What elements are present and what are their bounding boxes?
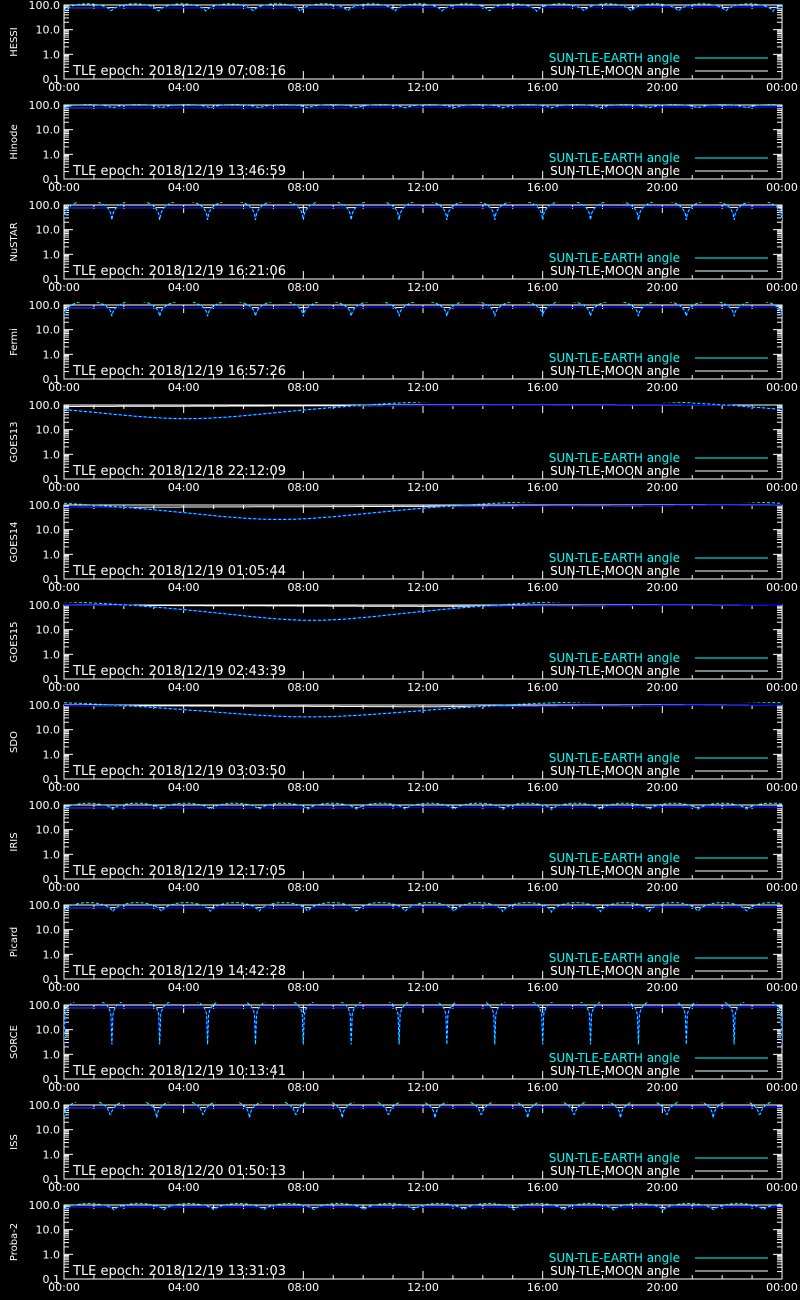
y-tick-label: 10.0 bbox=[35, 423, 60, 437]
tle-epoch-text: TLE epoch: 2018/12/20 01:50:13 bbox=[73, 1164, 287, 1179]
y-tick-label: 1.0 bbox=[42, 1148, 60, 1162]
y-tick-label: 10.0 bbox=[35, 323, 60, 337]
x-tick-label: 16:00 bbox=[526, 481, 559, 494]
y-tick-label: 0.1 bbox=[42, 773, 60, 786]
x-tick-label: 00:00 bbox=[766, 1081, 798, 1094]
x-tick-label: 00:00 bbox=[766, 681, 798, 694]
y-tick-label: 10.0 bbox=[35, 223, 60, 237]
tle-epoch-text: TLE epoch: 2018/12/19 13:31:03 bbox=[73, 1264, 287, 1279]
x-tick-label: 16:00 bbox=[526, 381, 559, 394]
x-tick-label: 00:00 bbox=[766, 381, 798, 394]
y-tick-label: 1.0 bbox=[42, 548, 60, 562]
legend-earth-label: SUN-TLE-EARTH angle bbox=[548, 151, 680, 165]
y-tick-label: 100.0 bbox=[28, 699, 60, 712]
x-tick-label: 08:00 bbox=[287, 381, 320, 394]
panel-label: HESSI bbox=[9, 27, 20, 57]
tle-epoch-text: TLE epoch: 2018/12/19 13:46:59 bbox=[73, 164, 287, 179]
panel-goes14 bbox=[9, 499, 798, 594]
x-tick-label: 00:00 bbox=[48, 781, 80, 794]
y-tick-label: 10.0 bbox=[35, 1223, 60, 1237]
legend-moon-label: SUN-TLE-MOON angle bbox=[550, 1064, 680, 1078]
x-tick-label: 16:00 bbox=[526, 1281, 559, 1294]
x-tick-label: 20:00 bbox=[646, 881, 679, 894]
panel-label: GOES15 bbox=[9, 621, 20, 663]
y-tick-label: 0.1 bbox=[42, 73, 60, 86]
legend-earth-label: SUN-TLE-EARTH angle bbox=[548, 851, 680, 865]
y-tick-label: 100.0 bbox=[28, 499, 60, 512]
x-tick-label: 00:00 bbox=[766, 781, 798, 794]
x-tick-label: 12:00 bbox=[407, 881, 439, 894]
y-tick-label: 0.1 bbox=[42, 273, 60, 286]
x-tick-label: 04:00 bbox=[167, 581, 200, 594]
y-tick-label: 100.0 bbox=[28, 399, 60, 412]
x-tick-label: 00:00 bbox=[48, 681, 80, 694]
tle-epoch-text: TLE epoch: 2018/12/19 02:43:39 bbox=[73, 664, 287, 679]
y-tick-label: 100.0 bbox=[28, 899, 60, 912]
x-tick-label: 20:00 bbox=[646, 381, 679, 394]
x-tick-label: 00:00 bbox=[48, 1081, 80, 1094]
y-tick-label: 100.0 bbox=[28, 1099, 60, 1112]
x-tick-label: 20:00 bbox=[646, 781, 679, 794]
legend-earth-label: SUN-TLE-EARTH angle bbox=[548, 651, 680, 665]
x-tick-label: 04:00 bbox=[167, 881, 200, 894]
x-tick-label: 20:00 bbox=[646, 681, 679, 694]
y-tick-label: 1.0 bbox=[42, 648, 60, 662]
legend-earth-label: SUN-TLE-EARTH angle bbox=[548, 751, 680, 765]
x-tick-label: 20:00 bbox=[646, 981, 679, 994]
panel-label: Picard bbox=[9, 926, 20, 958]
x-tick-label: 00:00 bbox=[48, 81, 80, 94]
panel-label: Fermi bbox=[9, 328, 20, 356]
y-tick-label: 1.0 bbox=[42, 748, 60, 762]
y-tick-label: 10.0 bbox=[35, 723, 60, 737]
x-tick-label: 00:00 bbox=[766, 1181, 798, 1194]
panel-hinode bbox=[9, 99, 798, 194]
x-tick-label: 16:00 bbox=[526, 681, 559, 694]
y-tick-label: 0.1 bbox=[42, 673, 60, 686]
legend-earth-label: SUN-TLE-EARTH angle bbox=[548, 351, 680, 365]
x-tick-label: 12:00 bbox=[407, 681, 439, 694]
x-tick-label: 00:00 bbox=[766, 181, 798, 194]
panel-iss bbox=[9, 1099, 798, 1194]
panel-label: Proba-2 bbox=[9, 1222, 20, 1262]
x-tick-label: 16:00 bbox=[526, 1081, 559, 1094]
x-tick-label: 00:00 bbox=[48, 381, 80, 394]
x-tick-label: 16:00 bbox=[526, 981, 559, 994]
x-tick-label: 20:00 bbox=[646, 281, 679, 294]
x-tick-label: 16:00 bbox=[526, 881, 559, 894]
panel-hessi bbox=[9, 0, 798, 94]
legend-moon-label: SUN-TLE-MOON angle bbox=[550, 1264, 680, 1278]
x-tick-label: 12:00 bbox=[407, 81, 439, 94]
x-tick-label: 04:00 bbox=[167, 1281, 200, 1294]
panel-goes13 bbox=[9, 399, 798, 494]
x-tick-label: 12:00 bbox=[407, 281, 439, 294]
x-tick-label: 16:00 bbox=[526, 281, 559, 294]
legend-moon-label: SUN-TLE-MOON angle bbox=[550, 264, 680, 278]
x-tick-label: 16:00 bbox=[526, 81, 559, 94]
y-tick-label: 100.0 bbox=[28, 1199, 60, 1212]
tle-epoch-text: TLE epoch: 2018/12/19 07:08:16 bbox=[73, 64, 287, 79]
y-tick-label: 0.1 bbox=[42, 973, 60, 986]
x-tick-label: 04:00 bbox=[167, 81, 200, 94]
y-tick-label: 0.1 bbox=[42, 173, 60, 186]
x-tick-label: 20:00 bbox=[646, 181, 679, 194]
x-tick-label: 08:00 bbox=[287, 681, 320, 694]
legend-moon-label: SUN-TLE-MOON angle bbox=[550, 1164, 680, 1178]
x-tick-label: 04:00 bbox=[167, 981, 200, 994]
tle-epoch-text: TLE epoch: 2018/12/19 12:17:05 bbox=[73, 864, 287, 879]
y-tick-label: 1.0 bbox=[42, 48, 60, 62]
legend-moon-label: SUN-TLE-MOON angle bbox=[550, 664, 680, 678]
tle-epoch-text: TLE epoch: 2018/12/19 10:13:41 bbox=[73, 1064, 287, 1079]
x-tick-label: 00:00 bbox=[48, 1181, 80, 1194]
panel-label: NuSTAR bbox=[9, 222, 20, 262]
panel-proba-2 bbox=[9, 1199, 798, 1294]
y-tick-label: 10.0 bbox=[35, 823, 60, 837]
x-tick-label: 00:00 bbox=[48, 281, 80, 294]
legend-moon-label: SUN-TLE-MOON angle bbox=[550, 564, 680, 578]
x-tick-label: 04:00 bbox=[167, 1081, 200, 1094]
legend-moon-label: SUN-TLE-MOON angle bbox=[550, 364, 680, 378]
legend-earth-label: SUN-TLE-EARTH angle bbox=[548, 1151, 680, 1165]
x-tick-label: 04:00 bbox=[167, 1181, 200, 1194]
panel-goes15 bbox=[9, 599, 798, 694]
tle-epoch-text: TLE epoch: 2018/12/18 22:12:09 bbox=[73, 464, 287, 479]
y-tick-label: 10.0 bbox=[35, 623, 60, 637]
y-tick-label: 1.0 bbox=[42, 348, 60, 362]
x-tick-label: 04:00 bbox=[167, 681, 200, 694]
x-tick-label: 00:00 bbox=[766, 981, 798, 994]
tle-epoch-text: TLE epoch: 2018/12/19 14:42:28 bbox=[73, 964, 287, 979]
x-tick-label: 12:00 bbox=[407, 181, 439, 194]
y-tick-label: 100.0 bbox=[28, 599, 60, 612]
legend-moon-label: SUN-TLE-MOON angle bbox=[550, 164, 680, 178]
x-tick-label: 00:00 bbox=[48, 881, 80, 894]
y-tick-label: 1.0 bbox=[42, 248, 60, 262]
legend-moon-label: SUN-TLE-MOON angle bbox=[550, 864, 680, 878]
panel-label: GOES13 bbox=[9, 421, 20, 463]
y-tick-label: 10.0 bbox=[35, 923, 60, 937]
x-tick-label: 12:00 bbox=[407, 481, 439, 494]
legend-earth-label: SUN-TLE-EARTH angle bbox=[548, 551, 680, 565]
panel-sdo bbox=[9, 699, 798, 794]
x-tick-label: 04:00 bbox=[167, 381, 200, 394]
x-tick-label: 20:00 bbox=[646, 481, 679, 494]
legend-moon-label: SUN-TLE-MOON angle bbox=[550, 464, 680, 478]
x-tick-label: 04:00 bbox=[167, 281, 200, 294]
y-tick-label: 100.0 bbox=[28, 999, 60, 1012]
x-tick-label: 00:00 bbox=[48, 481, 80, 494]
y-tick-label: 100.0 bbox=[28, 0, 60, 12]
x-tick-label: 04:00 bbox=[167, 181, 200, 194]
x-tick-label: 20:00 bbox=[646, 1281, 679, 1294]
legend-moon-label: SUN-TLE-MOON angle bbox=[550, 764, 680, 778]
y-tick-label: 1.0 bbox=[42, 148, 60, 162]
x-tick-label: 00:00 bbox=[766, 581, 798, 594]
y-tick-label: 10.0 bbox=[35, 1023, 60, 1037]
panel-label: SDO bbox=[9, 731, 20, 753]
y-tick-label: 1.0 bbox=[42, 1048, 60, 1062]
x-tick-label: 00:00 bbox=[48, 181, 80, 194]
panel-label: SORCE bbox=[9, 1025, 20, 1059]
panel-picard bbox=[9, 899, 798, 994]
tle-epoch-text: TLE epoch: 2018/12/19 16:21:06 bbox=[73, 264, 287, 279]
y-tick-label: 0.1 bbox=[42, 873, 60, 886]
y-tick-label: 0.1 bbox=[42, 373, 60, 386]
y-tick-label: 100.0 bbox=[28, 299, 60, 312]
y-tick-label: 10.0 bbox=[35, 1123, 60, 1137]
y-tick-label: 100.0 bbox=[28, 799, 60, 812]
y-tick-label: 100.0 bbox=[28, 199, 60, 212]
x-tick-label: 08:00 bbox=[287, 1181, 320, 1194]
x-tick-label: 08:00 bbox=[287, 281, 320, 294]
x-tick-label: 16:00 bbox=[526, 1181, 559, 1194]
panel-nustar bbox=[9, 199, 798, 294]
x-tick-label: 00:00 bbox=[766, 281, 798, 294]
x-tick-label: 08:00 bbox=[287, 1081, 320, 1094]
x-tick-label: 12:00 bbox=[407, 381, 439, 394]
panel-fermi bbox=[9, 299, 798, 394]
legend-earth-label: SUN-TLE-EARTH angle bbox=[548, 1051, 680, 1065]
x-tick-label: 12:00 bbox=[407, 581, 439, 594]
x-tick-label: 16:00 bbox=[526, 181, 559, 194]
legend-moon-label: SUN-TLE-MOON angle bbox=[550, 64, 680, 78]
x-tick-label: 12:00 bbox=[407, 981, 439, 994]
y-tick-label: 1.0 bbox=[42, 1248, 60, 1262]
y-tick-label: 1.0 bbox=[42, 948, 60, 962]
y-tick-label: 100.0 bbox=[28, 99, 60, 112]
panel-label: IRIS bbox=[9, 832, 20, 852]
y-tick-label: 0.1 bbox=[42, 1173, 60, 1186]
tle-epoch-text: TLE epoch: 2018/12/19 16:57:26 bbox=[73, 364, 287, 379]
x-tick-label: 00:00 bbox=[766, 481, 798, 494]
x-tick-label: 20:00 bbox=[646, 81, 679, 94]
x-tick-label: 20:00 bbox=[646, 581, 679, 594]
y-tick-label: 0.1 bbox=[42, 573, 60, 586]
legend-earth-label: SUN-TLE-EARTH angle bbox=[548, 1251, 680, 1265]
legend-earth-label: SUN-TLE-EARTH angle bbox=[548, 951, 680, 965]
panel-iris bbox=[9, 799, 798, 894]
panel-label: Hinode bbox=[9, 124, 20, 160]
earth-angle-below-line bbox=[64, 107, 782, 108]
x-tick-label: 08:00 bbox=[287, 881, 320, 894]
legend-moon-label: SUN-TLE-MOON angle bbox=[550, 964, 680, 978]
tle-epoch-text: TLE epoch: 2018/12/19 01:05:44 bbox=[73, 564, 287, 579]
x-tick-label: 12:00 bbox=[407, 781, 439, 794]
y-tick-label: 0.1 bbox=[42, 1273, 60, 1286]
x-tick-label: 08:00 bbox=[287, 781, 320, 794]
y-tick-label: 1.0 bbox=[42, 848, 60, 862]
legend-earth-label: SUN-TLE-EARTH angle bbox=[548, 51, 680, 65]
x-tick-label: 12:00 bbox=[407, 1081, 439, 1094]
legend-earth-label: SUN-TLE-EARTH angle bbox=[548, 451, 680, 465]
y-tick-label: 0.1 bbox=[42, 1073, 60, 1086]
x-tick-label: 08:00 bbox=[287, 81, 320, 94]
panel-label: GOES14 bbox=[9, 521, 20, 563]
y-tick-label: 1.0 bbox=[42, 448, 60, 462]
x-tick-label: 12:00 bbox=[407, 1281, 439, 1294]
x-tick-label: 00:00 bbox=[766, 81, 798, 94]
tle-epoch-text: TLE epoch: 2018/12/19 03:03:50 bbox=[73, 764, 287, 779]
x-tick-label: 08:00 bbox=[287, 181, 320, 194]
x-tick-label: 20:00 bbox=[646, 1181, 679, 1194]
panel-sorce bbox=[9, 999, 798, 1094]
x-tick-label: 00:00 bbox=[48, 1281, 80, 1294]
x-tick-label: 16:00 bbox=[526, 581, 559, 594]
x-tick-label: 08:00 bbox=[287, 581, 320, 594]
panel-label: ISS bbox=[9, 1134, 20, 1150]
y-tick-label: 0.1 bbox=[42, 473, 60, 486]
x-tick-label: 00:00 bbox=[48, 981, 80, 994]
x-tick-label: 04:00 bbox=[167, 781, 200, 794]
x-tick-label: 00:00 bbox=[48, 581, 80, 594]
x-tick-label: 08:00 bbox=[287, 981, 320, 994]
y-tick-label: 10.0 bbox=[35, 23, 60, 37]
x-tick-label: 00:00 bbox=[766, 881, 798, 894]
x-tick-label: 08:00 bbox=[287, 481, 320, 494]
x-tick-label: 08:00 bbox=[287, 1281, 320, 1294]
x-tick-label: 04:00 bbox=[167, 481, 200, 494]
x-tick-label: 12:00 bbox=[407, 1181, 439, 1194]
x-tick-label: 00:00 bbox=[766, 1281, 798, 1294]
y-tick-label: 10.0 bbox=[35, 123, 60, 137]
y-tick-label: 10.0 bbox=[35, 523, 60, 537]
x-tick-label: 20:00 bbox=[646, 1081, 679, 1094]
x-tick-label: 16:00 bbox=[526, 781, 559, 794]
legend-earth-label: SUN-TLE-EARTH angle bbox=[548, 251, 680, 265]
